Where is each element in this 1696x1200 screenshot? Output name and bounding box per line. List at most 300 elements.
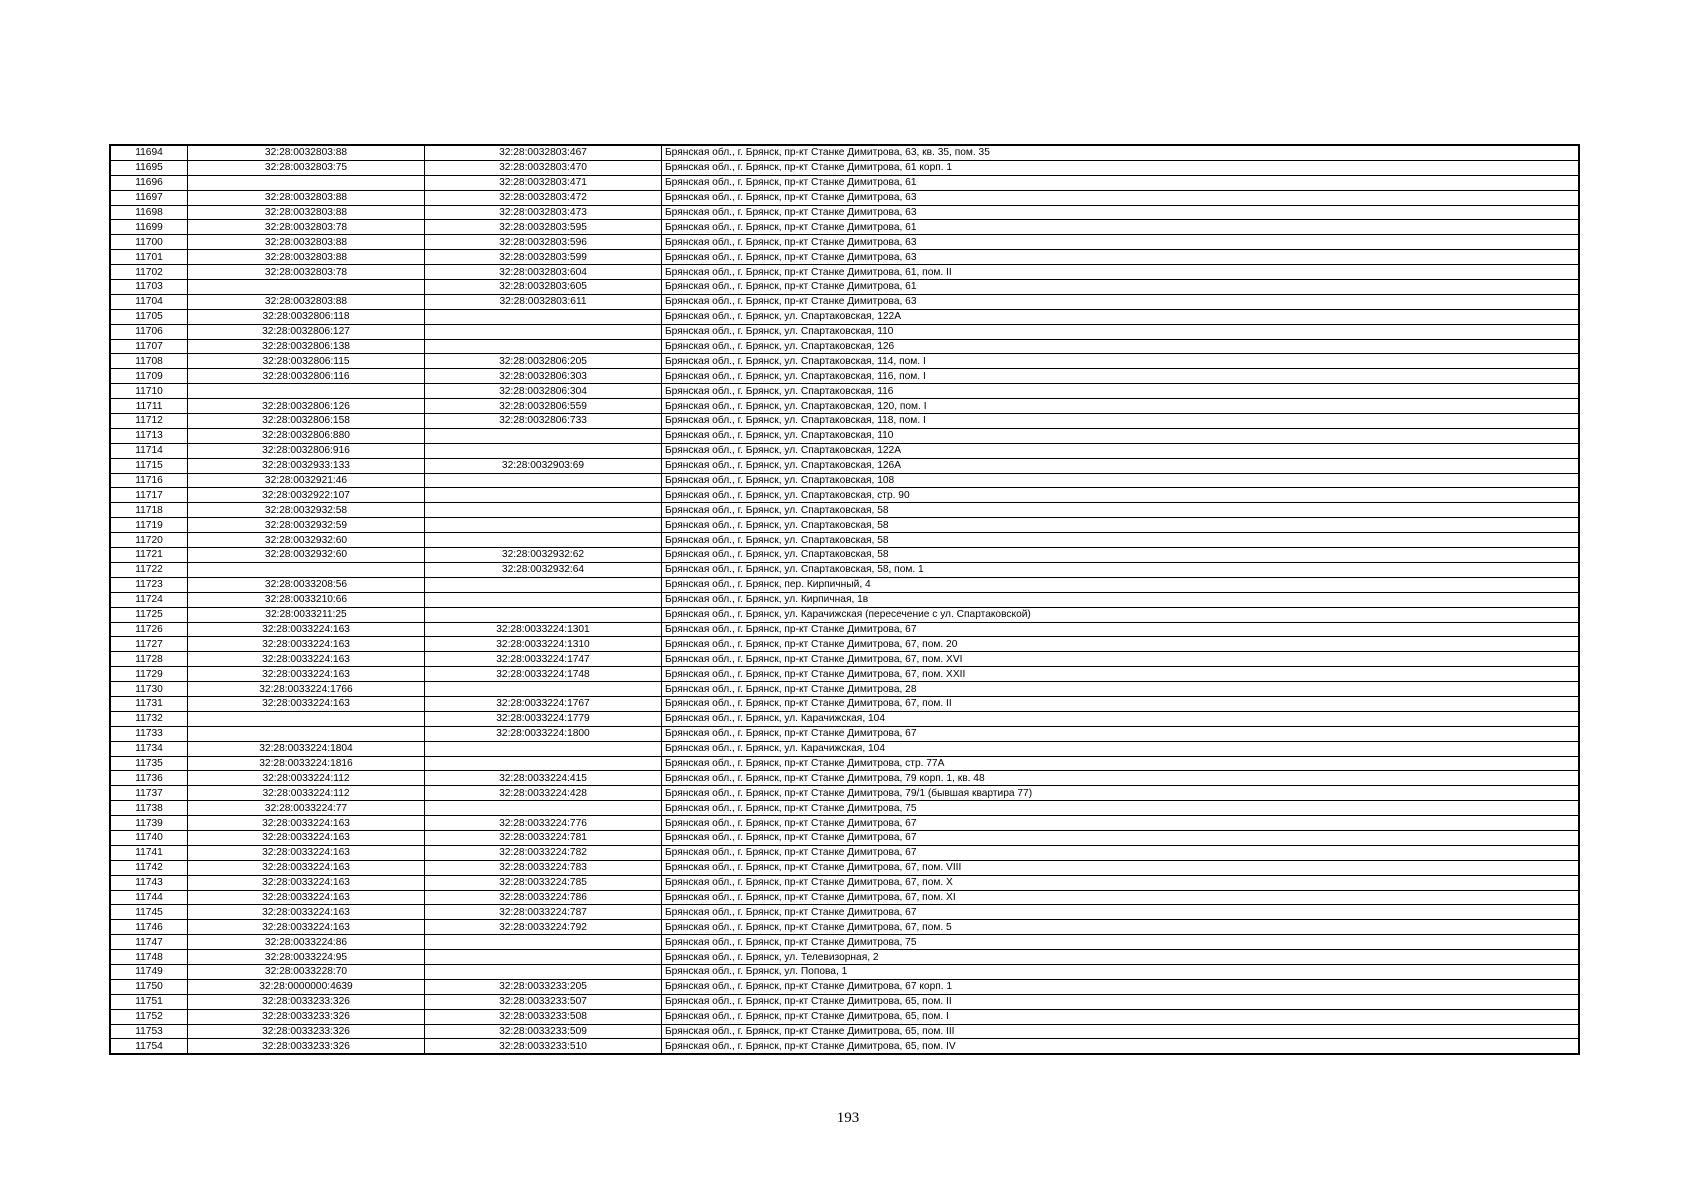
row-number-cell: 11747 — [110, 935, 188, 950]
address-cell: Брянская обл., г. Брянск, пр-кт Станке Димитрова, 63 — [662, 235, 1580, 250]
object-cadastral-number-cell: 32:28:0033224:428 — [425, 786, 662, 801]
address-cell: Брянская обл., г. Брянск, пр-кт Станке Димитрова, 67, пом. XVI — [662, 652, 1580, 667]
row-number-cell: 11722 — [110, 562, 188, 577]
address-cell: Брянская обл., г. Брянск, ул. Спартаковская, 110 — [662, 324, 1580, 339]
object-cadastral-number-cell: 32:28:0033224:1310 — [425, 637, 662, 652]
object-cadastral-number-cell — [425, 518, 662, 533]
row-number-cell: 11701 — [110, 250, 188, 265]
table-row — [110, 711, 1579, 726]
object-cadastral-number-cell — [425, 503, 662, 518]
table-row — [110, 592, 1579, 607]
registry-table-body — [110, 145, 1579, 1054]
parcel-cadastral-number-cell: 32:28:0032806:116 — [188, 369, 425, 384]
parcel-cadastral-number-cell: 32:28:0033208:56 — [188, 577, 425, 592]
object-cadastral-number-cell: 32:28:0033224:1301 — [425, 622, 662, 637]
table-row — [110, 473, 1579, 488]
parcel-cadastral-number-cell: 32:28:0032932:60 — [188, 533, 425, 548]
row-number-cell: 11696 — [110, 175, 188, 190]
row-number-cell: 11751 — [110, 994, 188, 1009]
row-number-cell: 11710 — [110, 384, 188, 399]
row-number-cell: 11748 — [110, 950, 188, 965]
row-number-cell: 11754 — [110, 1039, 188, 1054]
parcel-cadastral-number-cell: 32:28:0032803:88 — [188, 294, 425, 309]
address-cell: Брянская обл., г. Брянск, пр-кт Станке Димитрова, 75 — [662, 801, 1580, 816]
parcel-cadastral-number-cell: 32:28:0033224:163 — [188, 652, 425, 667]
address-cell: Брянская обл., г. Брянск, пр-кт Станке Димитрова, 65, пом. II — [662, 994, 1580, 1009]
address-cell: Брянская обл., г. Брянск, ул. Спартаковская, 126 — [662, 339, 1580, 354]
object-cadastral-number-cell: 32:28:0033224:786 — [425, 890, 662, 905]
row-number-cell: 11749 — [110, 964, 188, 979]
parcel-cadastral-number-cell: 32:28:0033224:163 — [188, 622, 425, 637]
row-number-cell: 11698 — [110, 205, 188, 220]
parcel-cadastral-number-cell: 32:28:0033224:163 — [188, 667, 425, 682]
object-cadastral-number-cell — [425, 533, 662, 548]
parcel-cadastral-number-cell: 32:28:0032932:58 — [188, 503, 425, 518]
object-cadastral-number-cell: 32:28:0033233:510 — [425, 1039, 662, 1054]
parcel-cadastral-number-cell: 32:28:0032806:880 — [188, 428, 425, 443]
table-row — [110, 652, 1579, 667]
address-cell: Брянская обл., г. Брянск, пр-кт Станке Димитрова, 67 корп. 1 — [662, 979, 1580, 994]
parcel-cadastral-number-cell: 32:28:0033211:25 — [188, 607, 425, 622]
address-cell: Брянская обл., г. Брянск, пр-кт Станке Димитрова, 61, пом. II — [662, 265, 1580, 280]
table-row — [110, 414, 1579, 429]
parcel-cadastral-number-cell: 32:28:0032803:88 — [188, 205, 425, 220]
row-number-cell: 11705 — [110, 309, 188, 324]
row-number-cell: 11728 — [110, 652, 188, 667]
object-cadastral-number-cell: 32:28:0033224:792 — [425, 920, 662, 935]
address-cell: Брянская обл., г. Брянск, ул. Спартаковская, 58 — [662, 548, 1580, 563]
table-row — [110, 696, 1579, 711]
address-cell: Брянская обл., г. Брянск, пр-кт Станке Димитрова, 67, пом. VIII — [662, 860, 1580, 875]
object-cadastral-number-cell — [425, 935, 662, 950]
row-number-cell: 11735 — [110, 756, 188, 771]
parcel-cadastral-number-cell: 32:28:0032803:88 — [188, 145, 425, 160]
parcel-cadastral-number-cell: 32:28:0000000:4639 — [188, 979, 425, 994]
parcel-cadastral-number-cell: 32:28:0032806:138 — [188, 339, 425, 354]
object-cadastral-number-cell: 32:28:0033224:1779 — [425, 711, 662, 726]
table-row — [110, 518, 1579, 533]
parcel-cadastral-number-cell: 32:28:0032803:78 — [188, 220, 425, 235]
object-cadastral-number-cell: 32:28:0032806:559 — [425, 399, 662, 414]
table-row — [110, 845, 1579, 860]
table-row — [110, 577, 1579, 592]
object-cadastral-number-cell: 32:28:0032803:605 — [425, 280, 662, 295]
table-row — [110, 428, 1579, 443]
object-cadastral-number-cell: 32:28:0033224:415 — [425, 771, 662, 786]
table-row — [110, 816, 1579, 831]
row-number-cell: 11740 — [110, 830, 188, 845]
object-cadastral-number-cell: 32:28:0032803:611 — [425, 294, 662, 309]
table-row — [110, 979, 1579, 994]
address-cell: Брянская обл., г. Брянск, пр-кт Станке Димитрова, 65, пом. IV — [662, 1039, 1580, 1054]
object-cadastral-number-cell: 32:28:0033233:508 — [425, 1009, 662, 1024]
parcel-cadastral-number-cell: 32:28:0033224:163 — [188, 637, 425, 652]
table-row — [110, 354, 1579, 369]
address-cell: Брянская обл., г. Брянск, ул. Спартаковская, 116, пом. I — [662, 369, 1580, 384]
table-row — [110, 339, 1579, 354]
parcel-cadastral-number-cell — [188, 726, 425, 741]
table-row — [110, 1024, 1579, 1039]
table-row — [110, 726, 1579, 741]
parcel-cadastral-number-cell: 32:28:0032803:75 — [188, 160, 425, 175]
address-cell: Брянская обл., г. Брянск, пр-кт Станке Димитрова, 65, пом. I — [662, 1009, 1580, 1024]
address-cell: Брянская обл., г. Брянск, ул. Спартаковская, 122А — [662, 309, 1580, 324]
parcel-cadastral-number-cell: 32:28:0032806:158 — [188, 414, 425, 429]
row-number-cell: 11729 — [110, 667, 188, 682]
row-number-cell: 11730 — [110, 682, 188, 697]
row-number-cell: 11703 — [110, 280, 188, 295]
table-row — [110, 950, 1579, 965]
parcel-cadastral-number-cell: 32:28:0032803:88 — [188, 235, 425, 250]
address-cell: Брянская обл., г. Брянск, пр-кт Станке Димитрова, 63 — [662, 294, 1580, 309]
row-number-cell: 11706 — [110, 324, 188, 339]
table-row — [110, 1039, 1579, 1054]
parcel-cadastral-number-cell: 32:28:0032922:107 — [188, 488, 425, 503]
row-number-cell: 11750 — [110, 979, 188, 994]
table-row — [110, 533, 1579, 548]
object-cadastral-number-cell: 32:28:0032932:64 — [425, 562, 662, 577]
object-cadastral-number-cell — [425, 950, 662, 965]
address-cell: Брянская обл., г. Брянск, ул. Спартаковская, 116 — [662, 384, 1580, 399]
row-number-cell: 11704 — [110, 294, 188, 309]
parcel-cadastral-number-cell: 32:28:0033224:86 — [188, 935, 425, 950]
object-cadastral-number-cell — [425, 324, 662, 339]
address-cell: Брянская обл., г. Брянск, пр-кт Станке Димитрова, 75 — [662, 935, 1580, 950]
table-row — [110, 220, 1579, 235]
table-row — [110, 309, 1579, 324]
object-cadastral-number-cell: 32:28:0032803:467 — [425, 145, 662, 160]
table-row — [110, 280, 1579, 295]
row-number-cell: 11739 — [110, 816, 188, 831]
object-cadastral-number-cell: 32:28:0032803:471 — [425, 175, 662, 190]
object-cadastral-number-cell — [425, 964, 662, 979]
row-number-cell: 11719 — [110, 518, 188, 533]
address-cell: Брянская обл., г. Брянск, ул. Спартаковская, 120, пом. I — [662, 399, 1580, 414]
address-cell: Брянская обл., г. Брянск, пр-кт Станке Димитрова, 67 — [662, 845, 1580, 860]
parcel-cadastral-number-cell: 32:28:0033224:1766 — [188, 682, 425, 697]
parcel-cadastral-number-cell: 32:28:0033224:95 — [188, 950, 425, 965]
parcel-cadastral-number-cell: 32:28:0032932:59 — [188, 518, 425, 533]
table-row — [110, 741, 1579, 756]
table-row — [110, 786, 1579, 801]
row-number-cell: 11707 — [110, 339, 188, 354]
address-cell: Брянская обл., г. Брянск, ул. Карачижская, 104 — [662, 741, 1580, 756]
row-number-cell: 11753 — [110, 1024, 188, 1039]
parcel-cadastral-number-cell: 32:28:0033224:163 — [188, 830, 425, 845]
address-cell: Брянская обл., г. Брянск, ул. Спартаковская, 110 — [662, 428, 1580, 443]
address-cell: Брянская обл., г. Брянск, пр-кт Станке Димитрова, 67, пом. 20 — [662, 637, 1580, 652]
parcel-cadastral-number-cell: 32:28:0032806:126 — [188, 399, 425, 414]
parcel-cadastral-number-cell: 32:28:0033228:70 — [188, 964, 425, 979]
parcel-cadastral-number-cell: 32:28:0033224:163 — [188, 696, 425, 711]
table-row — [110, 682, 1579, 697]
row-number-cell: 11714 — [110, 443, 188, 458]
table-row — [110, 235, 1579, 250]
address-cell: Брянская обл., г. Брянск, пр-кт Станке Димитрова, 63 — [662, 250, 1580, 265]
object-cadastral-number-cell — [425, 682, 662, 697]
table-row — [110, 369, 1579, 384]
table-row — [110, 890, 1579, 905]
row-number-cell: 11742 — [110, 860, 188, 875]
parcel-cadastral-number-cell: 32:28:0033210:66 — [188, 592, 425, 607]
parcel-cadastral-number-cell — [188, 711, 425, 726]
address-cell: Брянская обл., г. Брянск, пр-кт Станке Димитрова, 61 корп. 1 — [662, 160, 1580, 175]
row-number-cell: 11736 — [110, 771, 188, 786]
row-number-cell: 11724 — [110, 592, 188, 607]
table-row — [110, 607, 1579, 622]
address-cell: Брянская обл., г. Брянск, пр-кт Станке Димитрова, 67, пом. X — [662, 875, 1580, 890]
parcel-cadastral-number-cell: 32:28:0032803:78 — [188, 265, 425, 280]
table-row — [110, 160, 1579, 175]
object-cadastral-number-cell: 32:28:0033224:783 — [425, 860, 662, 875]
object-cadastral-number-cell — [425, 339, 662, 354]
object-cadastral-number-cell — [425, 473, 662, 488]
object-cadastral-number-cell: 32:28:0033224:1747 — [425, 652, 662, 667]
table-row — [110, 860, 1579, 875]
page-number: 193 — [836, 1110, 860, 1126]
object-cadastral-number-cell: 32:28:0033224:776 — [425, 816, 662, 831]
table-row — [110, 875, 1579, 890]
row-number-cell: 11712 — [110, 414, 188, 429]
table-row — [110, 503, 1579, 518]
address-cell: Брянская обл., г. Брянск, пр-кт Станке Димитрова, 79/1 (бывшая квартира 77) — [662, 786, 1580, 801]
parcel-cadastral-number-cell: 32:28:0033224:77 — [188, 801, 425, 816]
address-cell: Брянская обл., г. Брянск, ул. Телевизорная, 2 — [662, 950, 1580, 965]
table-row — [110, 622, 1579, 637]
table-row — [110, 935, 1579, 950]
row-number-cell: 11723 — [110, 577, 188, 592]
object-cadastral-number-cell: 32:28:0033224:781 — [425, 830, 662, 845]
parcel-cadastral-number-cell: 32:28:0033224:163 — [188, 860, 425, 875]
row-number-cell: 11745 — [110, 905, 188, 920]
table-row — [110, 145, 1579, 160]
object-cadastral-number-cell: 32:28:0033233:507 — [425, 994, 662, 1009]
object-cadastral-number-cell: 32:28:0032803:473 — [425, 205, 662, 220]
row-number-cell: 11726 — [110, 622, 188, 637]
object-cadastral-number-cell: 32:28:0032803:595 — [425, 220, 662, 235]
address-cell: Брянская обл., г. Брянск, пр-кт Станке Димитрова, 65, пом. III — [662, 1024, 1580, 1039]
table-row — [110, 637, 1579, 652]
object-cadastral-number-cell: 32:28:0032806:303 — [425, 369, 662, 384]
table-row — [110, 667, 1579, 682]
object-cadastral-number-cell — [425, 801, 662, 816]
parcel-cadastral-number-cell: 32:28:0033233:326 — [188, 1024, 425, 1039]
address-cell: Брянская обл., г. Брянск, пр-кт Станке Димитрова, 67, пом. XI — [662, 890, 1580, 905]
address-cell: Брянская обл., г. Брянск, ул. Спартаковская, 108 — [662, 473, 1580, 488]
parcel-cadastral-number-cell: 32:28:0032806:115 — [188, 354, 425, 369]
table-row — [110, 294, 1579, 309]
row-number-cell: 11702 — [110, 265, 188, 280]
address-cell: Брянская обл., г. Брянск, пр-кт Станке Димитрова, 61 — [662, 175, 1580, 190]
parcel-cadastral-number-cell: 32:28:0032803:88 — [188, 250, 425, 265]
row-number-cell: 11721 — [110, 548, 188, 563]
object-cadastral-number-cell — [425, 488, 662, 503]
address-cell: Брянская обл., г. Брянск, пр-кт Станке Димитрова, 63, кв. 35, пом. 35 — [662, 145, 1580, 160]
address-cell: Брянская обл., г. Брянск, ул. Спартаковская, 122А — [662, 443, 1580, 458]
parcel-cadastral-number-cell: 32:28:0032806:118 — [188, 309, 425, 324]
address-cell: Брянская обл., г. Брянск, пр-кт Станке Димитрова, 67 — [662, 816, 1580, 831]
parcel-cadastral-number-cell: 32:28:0033224:163 — [188, 845, 425, 860]
address-cell: Брянская обл., г. Брянск, ул. Карачижская (пересечение с ул. Спартаковской) — [662, 607, 1580, 622]
row-number-cell: 11700 — [110, 235, 188, 250]
row-number-cell: 11733 — [110, 726, 188, 741]
address-cell: Брянская обл., г. Брянск, пр-кт Станке Димитрова, 67 — [662, 726, 1580, 741]
address-cell: Брянская обл., г. Брянск, пр-кт Станке Димитрова, 63 — [662, 205, 1580, 220]
object-cadastral-number-cell — [425, 443, 662, 458]
address-cell: Брянская обл., г. Брянск, пер. Кирпичный, 4 — [662, 577, 1580, 592]
row-number-cell: 11694 — [110, 145, 188, 160]
object-cadastral-number-cell — [425, 309, 662, 324]
address-cell: Брянская обл., г. Брянск, ул. Карачижская, 104 — [662, 711, 1580, 726]
object-cadastral-number-cell: 32:28:0033233:205 — [425, 979, 662, 994]
parcel-cadastral-number-cell: 32:28:0032803:88 — [188, 190, 425, 205]
row-number-cell: 11746 — [110, 920, 188, 935]
object-cadastral-number-cell: 32:28:0032806:733 — [425, 414, 662, 429]
row-number-cell: 11708 — [110, 354, 188, 369]
object-cadastral-number-cell: 32:28:0032806:205 — [425, 354, 662, 369]
table-row — [110, 548, 1579, 563]
row-number-cell: 11744 — [110, 890, 188, 905]
parcel-cadastral-number-cell — [188, 280, 425, 295]
table-row — [110, 488, 1579, 503]
object-cadastral-number-cell: 32:28:0032803:604 — [425, 265, 662, 280]
parcel-cadastral-number-cell: 32:28:0033224:112 — [188, 771, 425, 786]
object-cadastral-number-cell: 32:28:0032803:599 — [425, 250, 662, 265]
parcel-cadastral-number-cell: 32:28:0033224:1816 — [188, 756, 425, 771]
table-row — [110, 175, 1579, 190]
table-row — [110, 562, 1579, 577]
row-number-cell: 11752 — [110, 1009, 188, 1024]
address-cell: Брянская обл., г. Брянск, пр-кт Станке Димитрова, 61 — [662, 280, 1580, 295]
row-number-cell: 11732 — [110, 711, 188, 726]
object-cadastral-number-cell: 32:28:0032803:596 — [425, 235, 662, 250]
row-number-cell: 11695 — [110, 160, 188, 175]
row-number-cell: 11718 — [110, 503, 188, 518]
parcel-cadastral-number-cell: 32:28:0032806:127 — [188, 324, 425, 339]
row-number-cell: 11715 — [110, 458, 188, 473]
address-cell: Брянская обл., г. Брянск, ул. Попова, 1 — [662, 964, 1580, 979]
object-cadastral-number-cell: 32:28:0033224:787 — [425, 905, 662, 920]
row-number-cell: 11711 — [110, 399, 188, 414]
table-row — [110, 399, 1579, 414]
address-cell: Брянская обл., г. Брянск, ул. Спартаковская, 126А — [662, 458, 1580, 473]
table-row — [110, 830, 1579, 845]
parcel-cadastral-number-cell: 32:28:0033233:326 — [188, 994, 425, 1009]
object-cadastral-number-cell — [425, 756, 662, 771]
parcel-cadastral-number-cell: 32:28:0033233:326 — [188, 1039, 425, 1054]
object-cadastral-number-cell: 32:28:0033233:509 — [425, 1024, 662, 1039]
row-number-cell: 11717 — [110, 488, 188, 503]
address-cell: Брянская обл., г. Брянск, ул. Спартаковская, 118, пом. I — [662, 414, 1580, 429]
parcel-cadastral-number-cell: 32:28:0033224:163 — [188, 920, 425, 935]
object-cadastral-number-cell: 32:28:0033224:1767 — [425, 696, 662, 711]
row-number-cell: 11713 — [110, 428, 188, 443]
table-row — [110, 265, 1579, 280]
address-cell: Брянская обл., г. Брянск, ул. Спартаковская, стр. 90 — [662, 488, 1580, 503]
address-cell: Брянская обл., г. Брянск, пр-кт Станке Димитрова, 67 — [662, 622, 1580, 637]
table-row — [110, 905, 1579, 920]
table-row — [110, 994, 1579, 1009]
table-row — [110, 771, 1579, 786]
object-cadastral-number-cell: 32:28:0032803:472 — [425, 190, 662, 205]
row-number-cell: 11727 — [110, 637, 188, 652]
object-cadastral-number-cell: 32:28:0032903:69 — [425, 458, 662, 473]
parcel-cadastral-number-cell — [188, 562, 425, 577]
table-row — [110, 801, 1579, 816]
object-cadastral-number-cell — [425, 607, 662, 622]
table-row — [110, 205, 1579, 220]
table-row — [110, 443, 1579, 458]
table-row — [110, 384, 1579, 399]
parcel-cadastral-number-cell: 32:28:0032921:46 — [188, 473, 425, 488]
object-cadastral-number-cell: 32:28:0032806:304 — [425, 384, 662, 399]
table-row — [110, 324, 1579, 339]
object-cadastral-number-cell — [425, 592, 662, 607]
address-cell: Брянская обл., г. Брянск, пр-кт Станке Димитрова, 61 — [662, 220, 1580, 235]
parcel-cadastral-number-cell: 32:28:0033224:163 — [188, 890, 425, 905]
table-row — [110, 920, 1579, 935]
row-number-cell: 11743 — [110, 875, 188, 890]
row-number-cell: 11737 — [110, 786, 188, 801]
row-number-cell: 11699 — [110, 220, 188, 235]
object-cadastral-number-cell: 32:28:0032803:470 — [425, 160, 662, 175]
address-cell: Брянская обл., г. Брянск, ул. Спартаковская, 58, пом. 1 — [662, 562, 1580, 577]
parcel-cadastral-number-cell: 32:28:0033233:326 — [188, 1009, 425, 1024]
address-cell: Брянская обл., г. Брянск, пр-кт Станке Димитрова, 67 — [662, 830, 1580, 845]
address-cell: Брянская обл., г. Брянск, пр-кт Станке Димитрова, 67 — [662, 905, 1580, 920]
row-number-cell: 11709 — [110, 369, 188, 384]
row-number-cell: 11738 — [110, 801, 188, 816]
address-cell: Брянская обл., г. Брянск, ул. Спартаковская, 114, пом. I — [662, 354, 1580, 369]
parcel-cadastral-number-cell: 32:28:0033224:112 — [188, 786, 425, 801]
table-row — [110, 190, 1579, 205]
table-row — [110, 458, 1579, 473]
address-cell: Брянская обл., г. Брянск, пр-кт Станке Димитрова, 63 — [662, 190, 1580, 205]
row-number-cell: 11741 — [110, 845, 188, 860]
table-row — [110, 250, 1579, 265]
table-row — [110, 1009, 1579, 1024]
row-number-cell: 11734 — [110, 741, 188, 756]
row-number-cell: 11731 — [110, 696, 188, 711]
address-cell: Брянская обл., г. Брянск, ул. Кирпичная, 1в — [662, 592, 1580, 607]
parcel-cadastral-number-cell — [188, 175, 425, 190]
address-cell: Брянская обл., г. Брянск, пр-кт Станке Димитрова, 67, пом. II — [662, 696, 1580, 711]
parcel-cadastral-number-cell — [188, 384, 425, 399]
address-cell: Брянская обл., г. Брянск, пр-кт Станке Димитрова, 67, пом. XXII — [662, 667, 1580, 682]
row-number-cell: 11716 — [110, 473, 188, 488]
address-cell: Брянская обл., г. Брянск, ул. Спартаковская, 58 — [662, 503, 1580, 518]
object-cadastral-number-cell — [425, 428, 662, 443]
parcel-cadastral-number-cell: 32:28:0033224:163 — [188, 905, 425, 920]
address-cell: Брянская обл., г. Брянск, ул. Спартаковская, 58 — [662, 518, 1580, 533]
address-cell: Брянская обл., г. Брянск, пр-кт Станке Димитрова, 67, пом. 5 — [662, 920, 1580, 935]
parcel-cadastral-number-cell: 32:28:0032932:60 — [188, 548, 425, 563]
row-number-cell: 11720 — [110, 533, 188, 548]
address-cell: Брянская обл., г. Брянск, ул. Спартаковская, 58 — [662, 533, 1580, 548]
address-cell: Брянская обл., г. Брянск, пр-кт Станке Димитрова, 79 корп. 1, кв. 48 — [662, 771, 1580, 786]
parcel-cadastral-number-cell: 32:28:0032806:916 — [188, 443, 425, 458]
table-row — [110, 756, 1579, 771]
object-cadastral-number-cell: 32:28:0033224:785 — [425, 875, 662, 890]
object-cadastral-number-cell: 32:28:0033224:1800 — [425, 726, 662, 741]
row-number-cell: 11725 — [110, 607, 188, 622]
parcel-cadastral-number-cell: 32:28:0033224:163 — [188, 875, 425, 890]
table-row — [110, 964, 1579, 979]
object-cadastral-number-cell: 32:28:0033224:782 — [425, 845, 662, 860]
object-cadastral-number-cell — [425, 741, 662, 756]
object-cadastral-number-cell — [425, 577, 662, 592]
parcel-cadastral-number-cell: 32:28:0032933:133 — [188, 458, 425, 473]
